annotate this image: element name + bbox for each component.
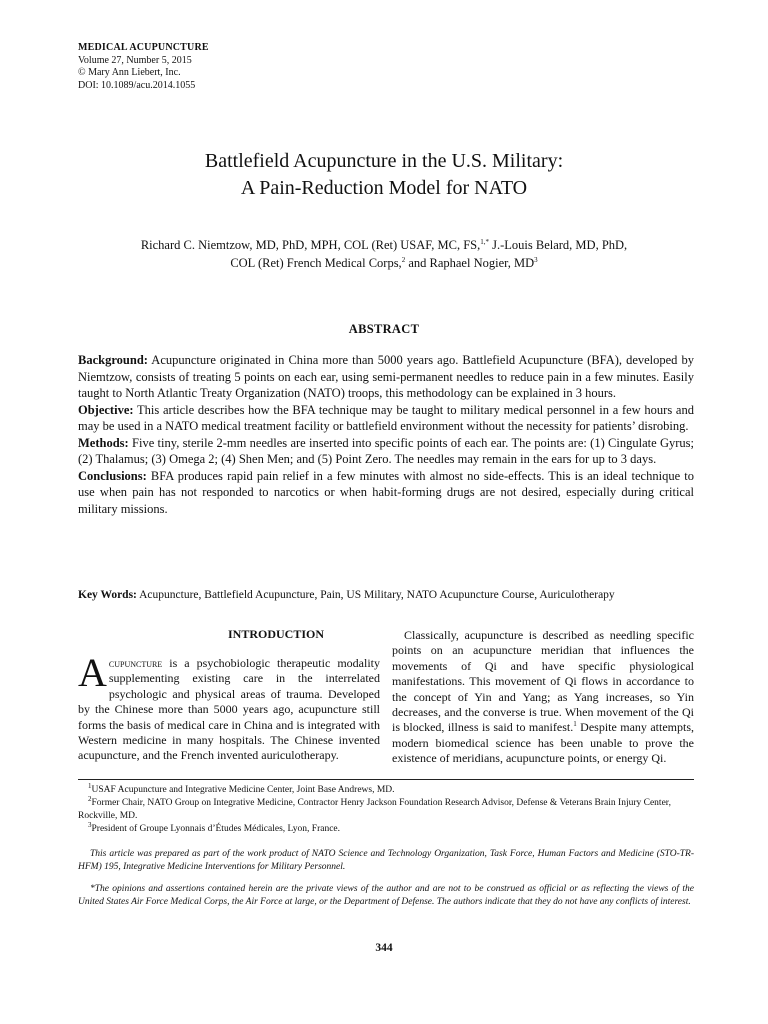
author-line-1 [0, 236, 768, 254]
abstract-text: BFA produces rapid pain relief in a few minutes with almost no side-effects. This is an ideal technique to use when pain has not responded to narcotics or when habit-forming drugs are not desired, especially during critical military missions. [78, 468, 694, 516]
affil-sup: 2 [401, 255, 406, 264]
abstract-text: Acupuncture originated in China more than 5000 years ago. Battlefield Acupuncture (BFA), developed by Niemtzow, consists of treating 5 points on each ear, using semi-permanent needles to reduce pain in a few minutes. Easily taught to North Atlantic Treaty Organization (NATO) troops, this methodology can be explained in 3 hours. [78, 353, 694, 400]
affil-sup: 3 [534, 255, 538, 264]
footnote-sup: 1 [88, 781, 92, 790]
abstract-methods [78, 435, 694, 468]
footnote-sup: 2 [88, 794, 92, 803]
title-line-2: A Pain-Reduction Model for NATO [240, 177, 528, 199]
abstract-text: Five tiny, sterile 2-mm needles are inserted into specific points of each ear. The points are: (1) Cingulate Gyrus; (2) Thalamus; (3) Omega 2; (4) Shen Men; and (5) Point Zero. The needles may remain in the ears for up to 3 days. [78, 435, 694, 466]
citation-sup: 1 [573, 720, 577, 729]
abstract-label: Objective: [78, 402, 134, 417]
footnote [78, 781, 694, 797]
preparation-note: This article was prepared as part of the work product of NATO Science and Technology Organization, Task Force, Human Factors and Medicine (STO-TR-HFM) 195, Integrative Medicine Interventions for Military Personnel. [78, 849, 694, 872]
footnote-text: Former Chair, NATO Group on Integrative Medicine, Contractor Henry Jackson Foundation Research Advisor, Defense & Veterans Brain Injury Center, Rockville, MD. [78, 798, 671, 821]
journal-header [78, 42, 209, 92]
intro-smallcaps: cupuncture [108, 656, 163, 670]
author-belard-rank: COL (Ret) French Medical Corps, [230, 256, 402, 270]
journal-copyright: © Mary Ann Liebert, Inc. [78, 67, 181, 78]
article-title [0, 148, 768, 202]
page-number: 344 [375, 942, 393, 954]
abstract-background [78, 352, 694, 402]
footnote [78, 820, 694, 836]
affil-sup: 1,* [480, 237, 489, 246]
abstract-conclusions [78, 468, 694, 518]
journal-doi: DOI: 10.1089/acu.2014.1055 [78, 79, 196, 91]
author-niemtzow: Richard C. Niemtzow, MD, PhD, MPH, COL (Ret) USAF, MC, FS, [140, 238, 481, 252]
introduction-heading: INTRODUCTION [227, 627, 324, 641]
right-text-b: Despite many attempts, modern biomedical science has been unable to prove the existence of meridians, acupuncture points, or energy Qi. [392, 720, 694, 766]
abstract-objective [78, 402, 694, 435]
journal-volume: Volume 27, Number 5, 2015 [78, 54, 192, 66]
abstract-text: This article describes how the BFA technique may be taught to military medical personnel in a few hours and may be used in a NATO medical treatment facility or battlefield environment without the necessity for patients’ disrobing. [78, 402, 694, 433]
footnote [78, 794, 694, 823]
keywords-text: Acupuncture, Battlefield Acupuncture, Pain, US Military, NATO Acupuncture Course, Auriculotherapy [136, 589, 615, 601]
drop-cap: A [78, 650, 107, 695]
right-column-body [392, 628, 694, 767]
journal-name: MEDICAL ACUPUNCTURE [78, 42, 209, 53]
footnote-divider [78, 779, 694, 780]
intro-text: is a psychobiologic therapeutic modality supplementing existing care in the interrelated psychologic and physical areas of trauma. Developed by the Chinese more than 5000 years ago, acupuncture still forms the basis of medical care in China and is integrated with Western medicine in many hospitals. The Chinese invented acupuncture, and the French invented auriculotherapy. [78, 656, 380, 763]
introduction-body [78, 650, 380, 764]
author-list [0, 236, 768, 272]
abstract-body [78, 352, 694, 517]
title-line-1: Battlefield Acupuncture in the U.S. Military: [204, 150, 564, 172]
abstract-label: Background: [78, 353, 148, 367]
abstract-label: Methods: [78, 435, 129, 450]
footnote-sup: 3 [88, 820, 92, 829]
abstract-heading: ABSTRACT [348, 322, 420, 336]
author-line-2 [0, 254, 768, 272]
footnote-text: President of Groupe Lyonnais d’Études Médicales, Lyon, France. [91, 824, 341, 834]
footnote-text: USAF Acupuncture and Integrative Medicine Center, Joint Base Andrews, MD. [91, 785, 395, 795]
affiliation-footnotes [78, 781, 694, 836]
key-words [78, 588, 694, 603]
abstract-label: Conclusions: [78, 468, 147, 483]
disclaimer-note: *The opinions and assertions contained herein are the private views of the author and are not to be construed as official or as reflecting the views of the United States Air Force Medical Corps, the Air Force at large, or the Department of Defense. The authors indicate that they do not have any conflicts of interest. [78, 884, 694, 907]
right-text-a: Classically, acupuncture is described as needling specific points on an acupuncture meridian that influences the movements of Qi and have specific physiological manifestations. This movement of Qi flows in accordance to the concept of Yin and Yang; as Yang increases, so Yin decreases, and the converse is true. When movement of the Qi is blocked, illness is said to manifest. [392, 628, 694, 735]
author-belard: J.-Louis Belard, MD, PhD, [488, 238, 628, 252]
author-nogier: and Raphael Nogier, MD [405, 256, 535, 270]
keywords-label: Key Words: [78, 589, 137, 601]
